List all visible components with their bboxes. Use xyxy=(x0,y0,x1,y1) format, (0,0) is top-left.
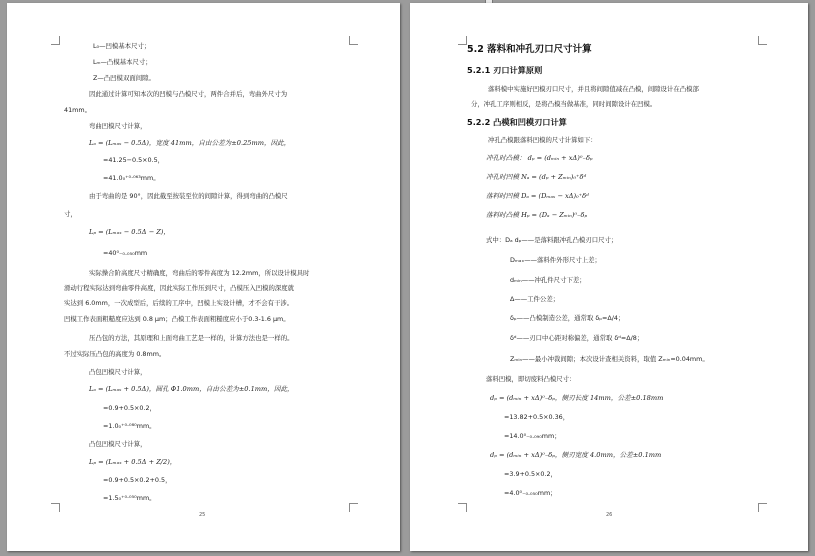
text-line: 实际操合阶高度尺寸精确度，弯曲后的零件高度为 12.2mm，所以设计模具时 xyxy=(89,269,310,277)
text-line: =1.5₀⁺⁰·⁰⁵⁰mm。 xyxy=(103,494,156,502)
text-line: =4.0⁰₋₀.₀₅₀mm； xyxy=(504,489,557,497)
text-line: =41.0₀⁺⁰·⁰⁶³mm。 xyxy=(103,174,160,182)
text-line: 凹模工作表面粗糙度应达到 0.8 μm；凸模工作表面粗糙度应小于0.3-1.6 μm。 xyxy=(64,315,290,323)
page-number: 25 xyxy=(199,512,206,518)
document-page-right xyxy=(410,3,808,551)
formula-line: Lₐ = (Lₘₐₓ + 0.5Δ)，圆孔 Φ1.0mm，自由公差为±0.1mm，因此， xyxy=(89,385,294,393)
margin-corner-mark xyxy=(349,36,358,45)
text-line: 式中：Dₐ dₚ——是落料跟冲孔凸模刃口尺寸； xyxy=(486,236,618,244)
margin-corner-mark xyxy=(51,36,60,45)
text-line: Dₘₐₓ——落料件外形尺寸上差； xyxy=(510,256,601,264)
text-line: =1.0₀⁺⁰·⁰⁸⁰mm。 xyxy=(103,422,156,430)
margin-corner-mark xyxy=(458,36,467,45)
text-line: =41.25−0.5×0.5， xyxy=(103,156,165,164)
text-line: 凸包凹模尺寸计算， xyxy=(89,440,147,448)
margin-corner-mark xyxy=(458,503,467,512)
text-line: 因此通过计算可知本次的凹模与凸模尺寸，两件合并后，弯曲外尺寸为 xyxy=(89,90,288,98)
text-line: 滑动行程实际达到弯曲零件高度，因此实际工作压到尺寸，凸模压入凹模的深度就 xyxy=(64,284,295,292)
text-line: 凸包凹模尺寸计算， xyxy=(89,368,147,376)
margin-corner-mark xyxy=(349,503,358,512)
text-line: 41mm。 xyxy=(64,106,91,114)
text-line: 由于弯曲的是 90°，因此截至按装至位的间隙计算，得到弯曲的凸模尺 xyxy=(89,192,288,200)
text-line: Lₘ—凸模基本尺寸； xyxy=(93,58,152,66)
formula-line: 冲孔时凹模 Nₐ = (dₚ + Zₘᵢₙ)₀⁺δᵈ xyxy=(486,173,587,181)
text-line: Z—凸凹模双面间隙。 xyxy=(93,74,155,82)
text-line: =40⁰₋₀.₀₅₀mm xyxy=(103,249,148,257)
text-line: =14.0⁰₋₀.₀₉₀mm； xyxy=(504,432,561,440)
text-line: δᵈ——刃口中心距对称偏差，通常取 δᵈ=Δ/8； xyxy=(510,334,644,342)
section-heading: 5.2 落料和冲孔刃口尺寸计算 xyxy=(467,44,592,55)
formula-line: Lₚ = (Lₘₐₓ + 0.5Δ + Z/2)， xyxy=(89,458,177,466)
text-line: 冲孔凸模跟落料凹模的尺寸计算如下： xyxy=(488,136,597,144)
document-page-left xyxy=(7,3,400,551)
text-line: Zₘᵢₙ——最小冲裁间隙；本次设计查相关资料，取值 Zₘᵢₙ=0.04mm。 xyxy=(510,355,709,363)
text-line: L₀—凹模基本尺寸； xyxy=(93,42,151,50)
margin-corner-mark xyxy=(51,503,60,512)
text-line: dₘᵢₙ——冲孔件尺寸下差； xyxy=(510,276,586,284)
formula-line: 落料时凹模 Dₐ = (Dₘₐₓ − xΔ)₀⁺δᵈ xyxy=(486,192,589,200)
formula-line: Lₚ = (Lₘₐₓ − 0.5Δ − Z)， xyxy=(89,228,170,236)
text-line: 压凸包的方法，其原理和上面弯曲工艺是一样的，计算方法也是一样的。 xyxy=(89,334,294,342)
margin-corner-mark xyxy=(758,36,767,45)
text-line: =13.82+0.5×0.36， xyxy=(504,413,570,421)
text-line: 落料模中实施好凹模刃口尺寸，并且将间隙值减在凸模，间隙设计在凸模部 xyxy=(488,85,699,93)
text-line: =3.9+0.5×0.2， xyxy=(504,470,557,478)
text-line: 分，冲孔工序则相反，是将凸模当做基准，同时间隙设计在凹模。 xyxy=(471,100,657,108)
text-line: Δ——工件公差； xyxy=(510,295,560,303)
text-line: 寸， xyxy=(64,210,77,218)
text-line: =0.9+0.5×0.2， xyxy=(103,404,156,412)
text-line: 弯曲凹模尺寸计算， xyxy=(89,122,147,130)
formula-line: Lₐ = (Lₘₐₓ − 0.5Δ)，宽度 41mm，自由公差为±0.25mm，因此， xyxy=(89,139,291,147)
formula-line: dₚ = (dₘᵢₙ + xΔ)⁰₋δₚ，侧刃长度 14mm，公差±0.18mm xyxy=(490,394,664,402)
text-line: 落料凹模，即切废料凸模尺寸： xyxy=(486,375,576,383)
subsection-heading: 5.2.1 刃口计算原则 xyxy=(467,65,543,75)
text-line: 不过实际压凸包的高度为 0.8mm。 xyxy=(64,350,166,358)
formula-line: 冲孔时凸模： dₚ = (dₘᵢₙ + xΔ)⁰₋δₚ xyxy=(486,154,593,162)
subsection-heading: 5.2.2 凸模和凹模刃口计算 xyxy=(467,117,567,127)
formula-line: 落料时凸模 Hₚ = (Dₐ − Zₘᵢₙ)⁰₋δₚ xyxy=(486,211,588,219)
margin-corner-mark xyxy=(758,503,767,512)
text-line: 实达到 6.0mm，一次成型后，后续的工序中，凹模上实设计槽，才不会有干涉。 xyxy=(64,299,294,307)
text-line: δₚ——凸模制造公差，通常取 δₚ=Δ/4； xyxy=(510,314,625,322)
page-number: 26 xyxy=(606,512,613,518)
formula-line: dₚ = (dₘᵢₙ + xΔ)⁰₋δₚ，侧刃宽度 4.0mm，公差±0.1mm xyxy=(490,451,662,459)
text-line: =0.9+0.5×0.2+0.5， xyxy=(103,476,172,484)
